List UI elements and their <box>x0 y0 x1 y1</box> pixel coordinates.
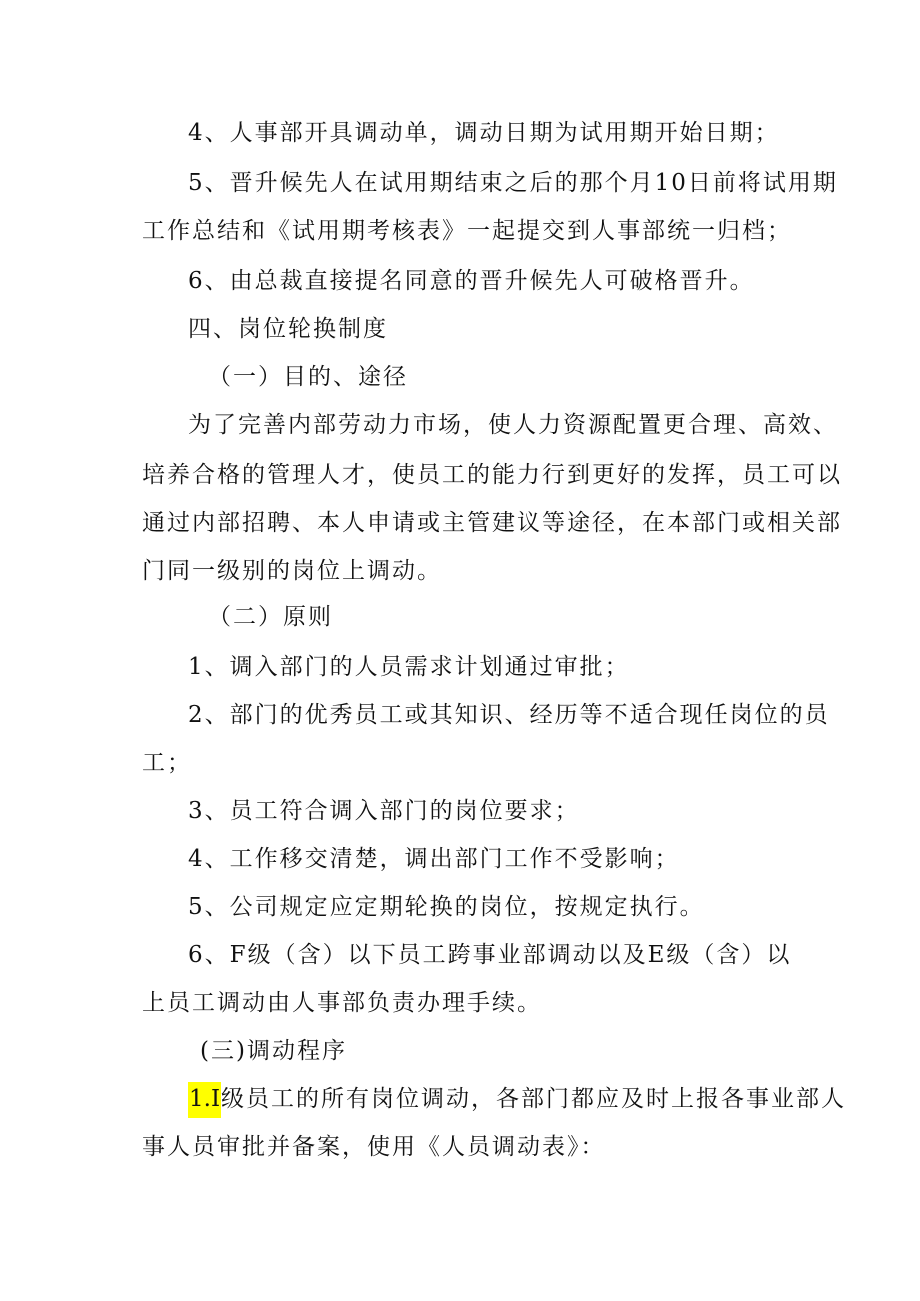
section-heading: 四、岗位轮换制度 <box>188 316 388 342</box>
paragraph-line: 5、晋升候先人在试用期结束之后的那个月10日前将试用期 <box>188 170 838 196</box>
paragraph-line: 工作总结和《试用期考核表》一起提交到人事部统一归档； <box>142 218 792 244</box>
subsection-heading: (三)调动程序 <box>200 1038 347 1064</box>
paragraph-line: 5、公司规定应定期轮换的岗位，按规定执行。 <box>188 894 705 920</box>
paragraph-line: 6、由总裁直接提名同意的晋升候先人可破格晋升。 <box>188 268 755 294</box>
paragraph-line: 4、工作移交清楚，调出部门工作不受影响； <box>188 846 680 872</box>
subsection-heading: （一）目的、途径 <box>208 364 408 390</box>
paragraph-line-text: 级员工的所有岗位调动，各部门都应及时上报各事业部人 <box>221 1086 847 1112</box>
highlighted-text: 1.I <box>188 1082 221 1118</box>
paragraph-line: 2、部门的优秀员工或其知识、经历等不适合现任岗位的员 <box>188 702 830 728</box>
paragraph-line: 培养合格的管理人才，使员工的能力行到更好的发挥，员工可以 <box>142 462 842 488</box>
paragraph-line: 门同一级别的岗位上调动。 <box>142 558 442 584</box>
subsection-heading: （二）原则 <box>208 604 333 630</box>
paragraph-line <box>188 1084 847 1114</box>
paragraph-line: 为了完善内部劳动力市场，使人力资源配置更合理、高效、 <box>188 412 838 438</box>
paragraph-line: 通过内部招聘、本人申请或主管建议等途径，在本部门或相关部 <box>142 510 842 536</box>
paragraph-line: 工； <box>142 750 192 776</box>
paragraph-line: 4、人事部开具调动单，调动日期为试用期开始日期； <box>188 120 780 146</box>
paragraph-line: 事人员审批并备案，使用《人员调动表》： <box>142 1134 606 1160</box>
paragraph-line: 1、调入部门的人员需求计划通过审批； <box>188 654 630 680</box>
paragraph-line: 上员工调动由人事部负责办理手续。 <box>142 990 542 1016</box>
paragraph-line: 3、员工符合调入部门的岗位要求； <box>188 798 580 824</box>
paragraph-line: 6、F级（含）以下员工跨事业部调动以及E级（含）以 <box>188 942 792 968</box>
